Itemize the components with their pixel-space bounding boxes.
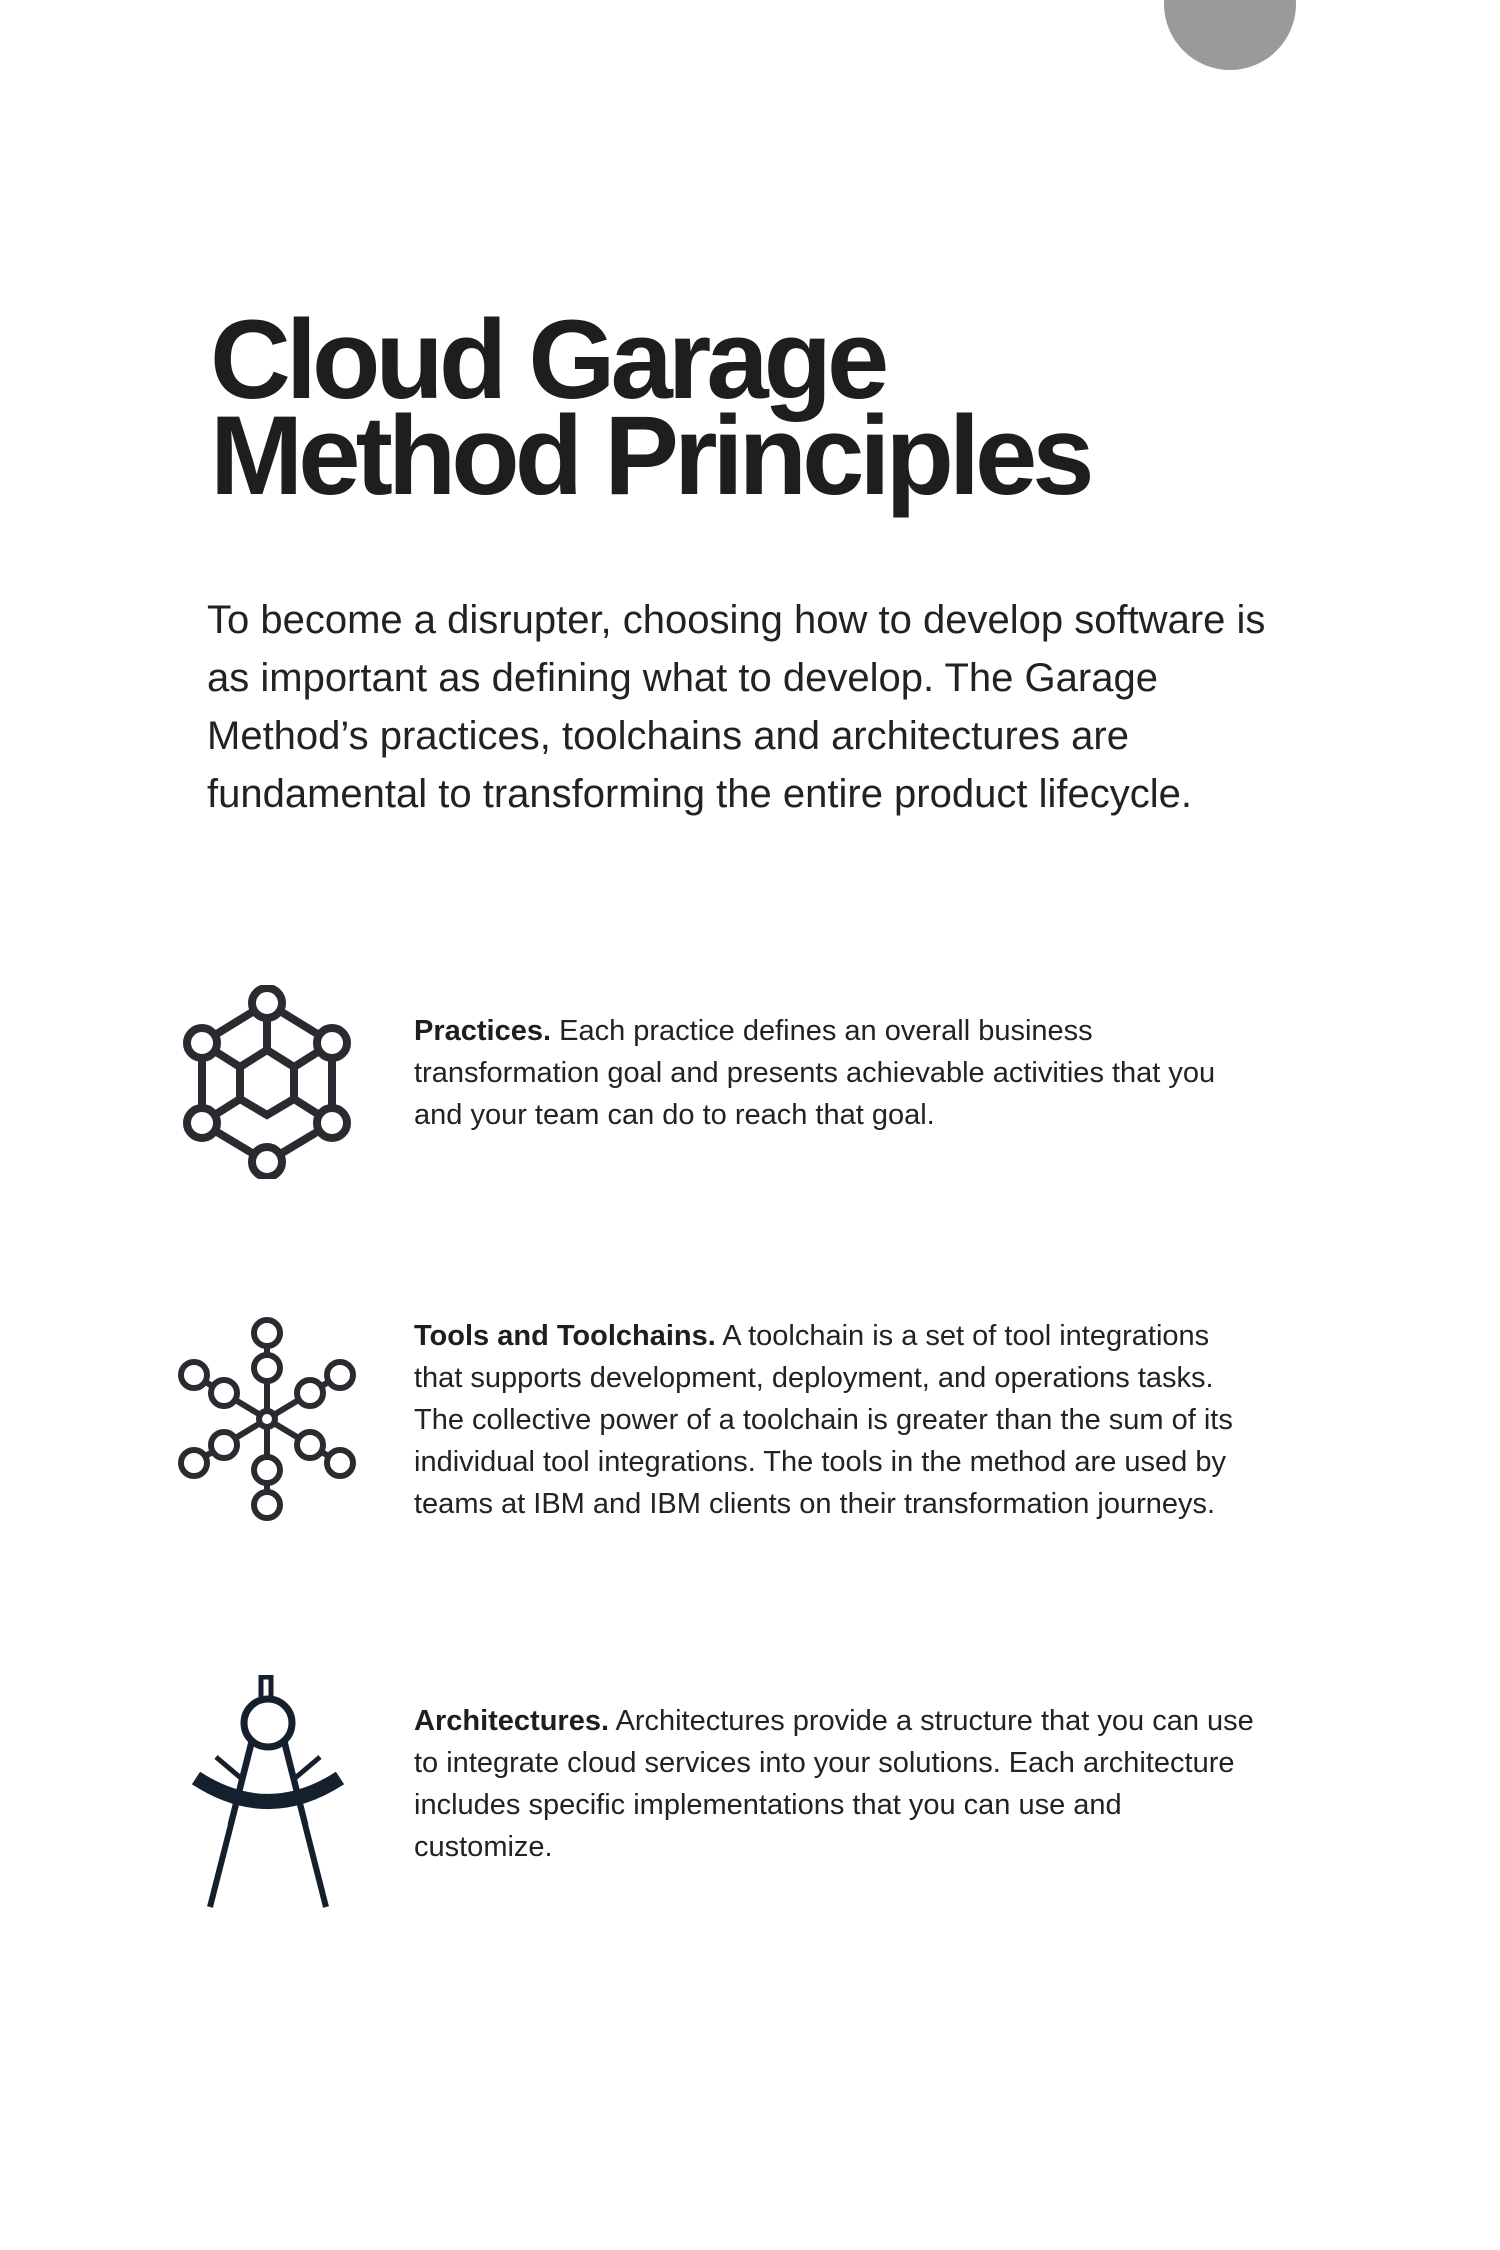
principle-architectures-text bbox=[414, 1700, 1264, 1868]
title-line-2: Method Principles bbox=[210, 393, 1090, 518]
page-title bbox=[210, 297, 1090, 518]
intro-paragraph: To become a disrupter, choosing how to develop software is as important as defining what to develop. The Garage Method’s practices, toolchains and architectures are fundamental to transforming the entire product lifecycle. bbox=[207, 598, 1266, 816]
principle-practices-heading: Practices. bbox=[414, 1015, 552, 1047]
principle-tools-text bbox=[414, 1315, 1264, 1525]
principle-architectures-body: Architectures provide a structure that you can use to integrate cloud services into your solutions. Each architecture includes specific implementations that you can use and customize. bbox=[414, 1705, 1254, 1863]
title-line-1: Cloud Garage bbox=[210, 297, 885, 422]
principle-tools-heading: Tools and Toolchains. bbox=[414, 1320, 716, 1352]
snowflake-network-icon bbox=[176, 1315, 358, 1523]
principle-practices-text bbox=[414, 1010, 1264, 1136]
hexagon-network-icon bbox=[175, 985, 359, 1179]
compass-icon bbox=[190, 1675, 346, 1911]
principle-tools-body: A toolchain is a set of tool integrations that supports development, deployment, and operations tasks. The collective power of a toolchain is greater than the sum of its individual tool integrations. The tools in the method are used by teams at IBM and IBM clients on their transformation journeys. bbox=[414, 1320, 1233, 1520]
principle-practices-body: Each practice defines an overall business transformation goal and presents achievable activities that you and your team can do to reach that goal. bbox=[414, 1015, 1216, 1131]
principle-architectures-heading: Architectures. bbox=[414, 1705, 610, 1737]
corner-dot-decoration bbox=[1164, 0, 1296, 70]
